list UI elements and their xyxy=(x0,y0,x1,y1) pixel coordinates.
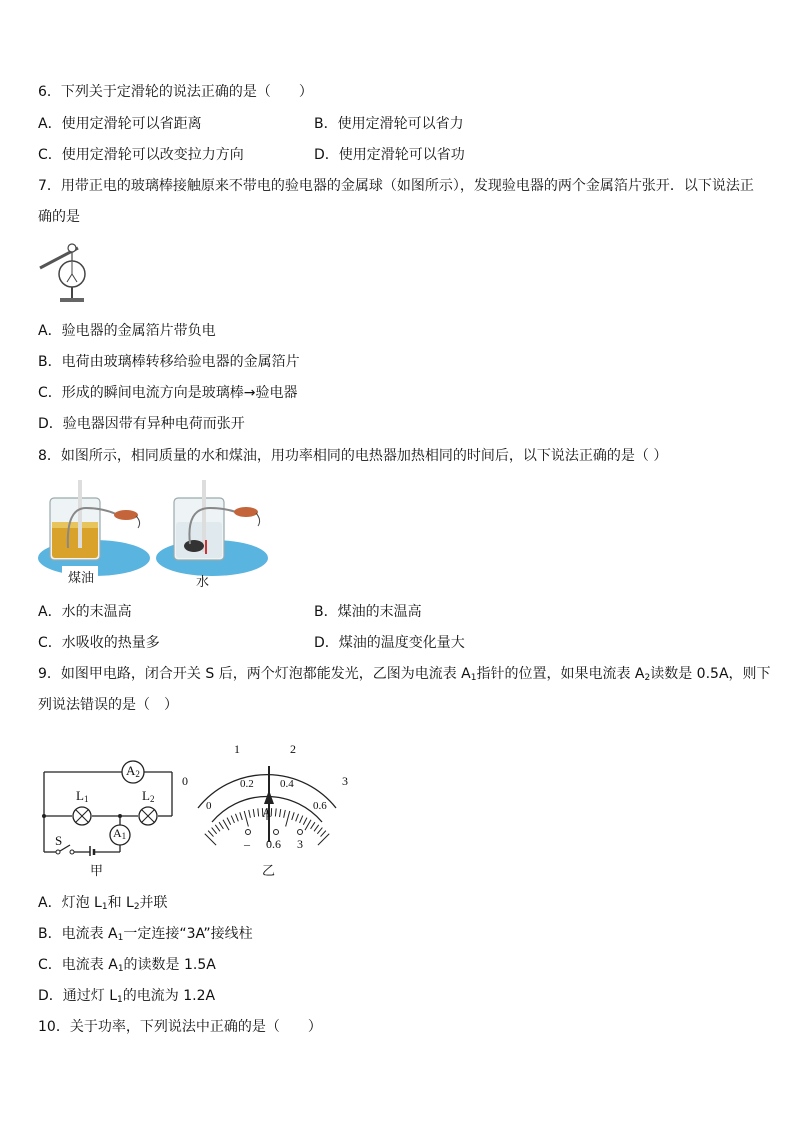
dial-outer-2: 2 xyxy=(290,742,296,756)
dial-tick xyxy=(300,816,303,823)
dial-tick xyxy=(318,834,329,845)
q9-option-d: D．通过灯 $L_1$的电流为 1.2A xyxy=(38,988,216,1005)
terminal-3: 3 xyxy=(297,837,303,851)
dial-outer-0: 0 xyxy=(182,774,188,788)
dial-inner-0-6: 0.6 xyxy=(313,800,327,812)
dial-inner-0-4: 0.4 xyxy=(280,778,294,790)
dial-tick xyxy=(284,810,286,818)
q9-stem-line1: 9．如图甲电路，闭合开关 S 后，两个灯泡都能发光，乙图为电流表 $A_1$指针的位置，如果电流表 $A_2$读数是 0.5A，则下 xyxy=(38,666,771,683)
dial-tick xyxy=(280,809,281,817)
dial-tick xyxy=(292,812,294,820)
q8-stem: 8．如图所示，相同质量的水和煤油，用功率相同的电热器加热相同的时间后，以下说法正确的是（ ） xyxy=(38,448,668,464)
dial-inner-0: 0 xyxy=(206,800,212,812)
water-label: 水 xyxy=(196,575,210,590)
dial-tick xyxy=(321,831,326,837)
dial-outer-1: 1 xyxy=(234,742,240,756)
q6-option-c: C．使用定滑轮可以改变拉力方向 xyxy=(38,147,244,163)
dial-tick xyxy=(253,809,254,817)
q9-option-c: C．电流表 $A_1$的读数是 1.5A xyxy=(38,957,216,974)
q9-stem-line2: 列说法错误的是（ ） xyxy=(38,697,178,713)
q6-option-d: D．使用定滑轮可以省功 xyxy=(314,147,465,163)
electroscope-figure xyxy=(38,238,98,308)
q10-stem: 10．关于功率，下列说法中正确的是（ ） xyxy=(38,1019,322,1035)
q8-option-d: D．煤油的温度变化量大 xyxy=(314,635,465,651)
dial-tick xyxy=(317,828,322,834)
q7-option-c: C．形成的瞬间电流方向是玻璃棒→验电器 xyxy=(38,385,298,401)
q7-option-b: B．电荷由玻璃棒转移给验电器的金属箔片 xyxy=(38,354,300,370)
water-beaker-figure xyxy=(156,478,268,586)
ammeter-a2-label: $A_2$ xyxy=(126,763,140,779)
dial-tick xyxy=(235,814,238,821)
dial-tick xyxy=(296,814,299,821)
q7-option-a: A．验电器的金属箔片带负电 xyxy=(38,323,216,339)
lamp-l2-label: $L_2$ xyxy=(142,788,155,804)
q9-option-a: A．灯泡 $L_1$和 $L_2$并联 xyxy=(38,895,168,912)
dial-tick xyxy=(258,808,259,816)
dial-tick xyxy=(219,822,223,829)
dial-tick xyxy=(215,825,220,831)
dial-tick xyxy=(275,808,276,816)
dial-tick xyxy=(240,812,242,820)
dial-tick xyxy=(227,818,231,825)
q6-option-a: A．使用定滑轮可以省距离 xyxy=(38,116,202,132)
dial-outer-3: 3 xyxy=(342,774,348,788)
dial-inner-0-2: 0.2 xyxy=(240,778,254,790)
dial-unit: A xyxy=(262,805,272,820)
dial-tick xyxy=(314,825,319,831)
ammeter-a1-label: $A_1$ xyxy=(113,826,127,841)
q7-option-d: D．验电器因带有异种电荷而张开 xyxy=(38,416,245,432)
q6-option-b: B．使用定滑轮可以省力 xyxy=(314,116,464,132)
q7-stem-line1: 7．用带正电的玻璃棒接触原来不带电的验电器的金属球（如图所示），发现验电器的两个金属箔片张开．以下说法正 xyxy=(38,178,754,194)
kerosene-label: 煤油 xyxy=(68,571,95,586)
dial-tick xyxy=(244,811,248,826)
dial-tick xyxy=(305,820,311,830)
q8-option-a: A．水的末温高 xyxy=(38,604,132,620)
q7-stem-line2: 确的是 xyxy=(38,209,80,225)
dial-tick xyxy=(231,816,234,823)
q8-option-c: C．水吸收的热量多 xyxy=(38,635,160,651)
switch-s-label: S xyxy=(55,833,63,848)
dial-tick xyxy=(205,834,216,845)
q9-option-b: B．电流表 $A_1$一定连接“3A”接线柱 xyxy=(38,926,253,943)
dial-tick xyxy=(212,828,217,834)
dial-tick xyxy=(208,831,213,837)
dial-tick xyxy=(223,820,229,830)
dial-tick xyxy=(286,811,290,826)
terminal-negative: – xyxy=(244,837,250,851)
terminal-0-6: 0.6 xyxy=(266,837,281,851)
q6-stem: 6．下列关于定滑轮的说法正确的是（ ） xyxy=(38,84,313,100)
meter-caption: 乙 xyxy=(262,864,276,879)
lamp-l1-label: $L_1$ xyxy=(76,788,89,804)
dial-tick xyxy=(311,822,315,829)
q8-option-b: B．煤油的末温高 xyxy=(314,604,422,620)
dial-tick xyxy=(303,818,307,825)
circuit-caption: 甲 xyxy=(90,864,104,879)
dial-tick xyxy=(249,810,251,818)
